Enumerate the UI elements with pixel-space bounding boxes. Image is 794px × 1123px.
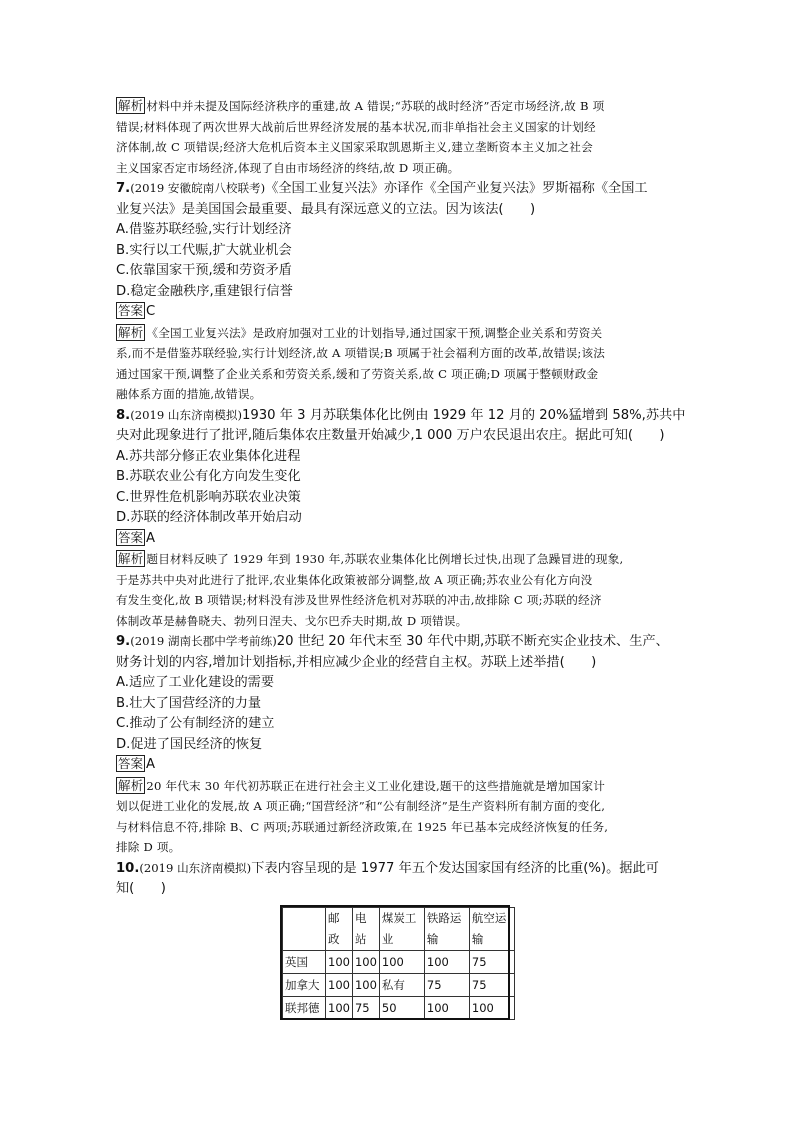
question-stem: 央对此现象进行了批评,随后集体农庄数量开始减少,1 000 万户农民退出农庄。据此可知( ) bbox=[116, 428, 665, 443]
table-header-cell: 铁路运 输 bbox=[424, 908, 469, 951]
table-cell: 75 bbox=[424, 974, 469, 997]
table-cell: 100 bbox=[352, 951, 379, 974]
table-cell: 100 bbox=[424, 997, 469, 1020]
question-stem: 7.(2019 安徽皖南八校联考)《全国工业复兴法》亦译作《全国产业复兴法》罗斯福称《全国工 bbox=[116, 181, 648, 196]
analysis-line: 解析 《全国工业复兴法》是政府加强对工业的计划指导,通过国家干预,调整企业关系和劳资关 bbox=[118, 324, 603, 340]
table-header-cell: 航空运 输 bbox=[469, 908, 514, 951]
answer-tag: 答案 bbox=[118, 529, 144, 545]
question-stem: 业复兴法》是美国国会最重要、最具有深远意义的立法。因为该法( ) bbox=[116, 201, 536, 217]
analysis-line: 错误;材料体现了两次世界大战前后世界经济发展的基本状况,而非单指社会主义国家的计划经 bbox=[116, 119, 596, 134]
table-header-row bbox=[283, 908, 515, 951]
option-a: A.适应了工业化建设的需要 bbox=[116, 675, 275, 690]
question-stem: 8.(2019 山东济南模拟)1930 年 3 月苏联集体化比例由 1929 年 12 月的 20%猛增到 58%,苏共中 bbox=[116, 407, 686, 423]
question-8 bbox=[116, 405, 686, 632]
analysis-line: 有发生变化,故 B 项错误;材料没有涉及世界性经济危机对苏联的冲击,故排除 C 项;苏联的经济 bbox=[116, 593, 602, 607]
option-a: A.苏共部分修正农业集体化进程 bbox=[116, 448, 301, 464]
option-d: D.稳定金融秩序,重建银行信誉 bbox=[116, 283, 293, 299]
table-header-cell: 煤炭工 业 bbox=[379, 908, 424, 951]
table-cell: 100 bbox=[326, 997, 353, 1020]
answer-tag: 答案 bbox=[118, 303, 144, 318]
question-source: (2019 安徽皖南八校联考) bbox=[130, 181, 266, 195]
answer-value: A bbox=[146, 530, 156, 546]
table-cell: 75 bbox=[469, 974, 514, 997]
state-economy-table bbox=[282, 907, 515, 1020]
table-row bbox=[283, 997, 515, 1020]
analysis-line: 与材料信息不符,排除 B、C 两项;苏联通过新经济政策,在 1925 年已基本完成经济恢复的任务, bbox=[116, 819, 609, 834]
option-c: C.世界性危机影响苏联农业决策 bbox=[116, 489, 301, 505]
table-cell: 联邦德 bbox=[283, 997, 326, 1020]
answer-line bbox=[116, 302, 686, 323]
analysis-line: 通过国家干预,调整了企业关系和劳资关系,缓和了劳资关系,故 C 项正确;D 项属于整顿财政金 bbox=[116, 366, 599, 381]
question-stem: 财务计划的内容,增加计划指标,并相应减少企业的经营自主权。苏联上述举措( ) bbox=[116, 654, 597, 670]
table-cell: 100 bbox=[379, 951, 424, 974]
analysis-line: 解析 材料中并未提及国际经济秩序的重建,故 A 错误;“苏联的战时经济”否定市场经济,故 B 项 bbox=[118, 98, 605, 113]
option-a: A.借鉴苏联经验,实行计划经济 bbox=[116, 222, 292, 237]
answer-tag: 答案 bbox=[118, 756, 144, 771]
table-cell: 加拿大 bbox=[283, 974, 326, 997]
question-source: (2019 山东济南模拟) bbox=[139, 860, 252, 875]
analysis-tag: 解析 bbox=[118, 777, 144, 793]
question-stem: 9.(2019 湖南长郡中学考前练)20 世纪 20 年代末至 30 年代中期,苏联不断充实企业技术、生产、 bbox=[116, 634, 669, 649]
analysis-tag: 解析 bbox=[118, 98, 144, 113]
option-c: C.依靠国家干预,缓和劳资矛盾 bbox=[116, 263, 292, 278]
table-row bbox=[283, 974, 515, 997]
answer-value: A bbox=[146, 757, 156, 772]
question-7 bbox=[116, 178, 686, 405]
table-cell: 75 bbox=[469, 951, 514, 974]
question-stem: 10.(2019 山东济南模拟)下表内容呈现的是 1977 年五个发达国家国有经济的比重(%)。据此可 bbox=[116, 860, 659, 876]
table-cell: 100 bbox=[424, 951, 469, 974]
analysis-line: 主义国家否定市场经济,体现了自由市场经济的终结,故 D 项正确。 bbox=[116, 160, 460, 175]
table-cell: 英国 bbox=[283, 951, 326, 974]
table-cell: 75 bbox=[352, 997, 379, 1020]
analysis-line: 体制改革是赫鲁晓夫、勃列日涅夫、戈尔巴乔夫时期,故 D 项错误。 bbox=[116, 613, 468, 628]
option-b: B.实行以工代赈,扩大就业机会 bbox=[116, 242, 292, 258]
analysis-line: 济体制,故 C 项错误;经济大危机后资本主义国家采取凯恩斯主义,建立垄断资本主义加之社会 bbox=[116, 140, 593, 154]
answer-line bbox=[116, 755, 686, 776]
table-cell: 100 bbox=[469, 997, 514, 1020]
question-10 bbox=[116, 858, 686, 900]
document-page bbox=[116, 96, 686, 900]
table-header-cell bbox=[283, 908, 326, 951]
analysis-line: 解析 20 年代末 30 年代初苏联正在进行社会主义工业化建设,题干的这些措施就是增加国家计 bbox=[118, 777, 606, 793]
analysis-line: 融体系方面的措施,故错误。 bbox=[116, 387, 262, 401]
option-d: D.苏联的经济体制改革开始启动 bbox=[116, 510, 302, 525]
option-d: D.促进了国民经济的恢复 bbox=[116, 736, 263, 752]
table-cell: 100 bbox=[326, 951, 353, 974]
analysis-line: 划以促进工业化的发展,故 A 项正确;“国营经济”和“公有制经济”是生产资料所有制方面的变化, bbox=[116, 799, 606, 813]
analysis-line: 解析 题目材料反映了 1929 年到 1930 年,苏联农业集体化比例增长过快,出现了急躁冒进的现象, bbox=[118, 551, 624, 566]
analysis-line: 于是苏共中央对此进行了批评,农业集体化政策被部分调整,故 A 项正确;苏农业公有化方向没 bbox=[116, 572, 593, 587]
analysis-line: 系,而不是借鉴苏联经验,实行计划经济,故 A 项错误;B 项属于社会福利方面的改革,故错误;该法 bbox=[116, 346, 606, 360]
option-b: B.苏联农业公有化方向发生变化 bbox=[116, 469, 301, 484]
table-header-cell: 邮 政 bbox=[326, 908, 353, 951]
analysis-line: 排除 D 项。 bbox=[116, 840, 181, 854]
table-cell: 100 bbox=[352, 974, 379, 997]
question-source: (2019 山东济南模拟) bbox=[130, 407, 242, 422]
question-stem: 知( ) bbox=[116, 881, 166, 896]
option-c: C.推动了公有制经济的建立 bbox=[116, 716, 275, 731]
table-cell: 100 bbox=[326, 974, 353, 997]
table-row bbox=[283, 951, 515, 974]
question-9 bbox=[116, 631, 686, 858]
answer-line bbox=[116, 529, 686, 550]
q6-analysis-block bbox=[116, 96, 686, 178]
table-header-cell: 电 站 bbox=[352, 908, 379, 951]
analysis-tag: 解析 bbox=[118, 551, 144, 566]
analysis-tag: 解析 bbox=[118, 324, 144, 340]
table-cell: 50 bbox=[379, 997, 424, 1020]
option-b: B.壮大了国营经济的力量 bbox=[116, 695, 262, 711]
question-source: (2019 湖南长郡中学考前练) bbox=[130, 634, 277, 648]
table-cell: 私有 bbox=[379, 974, 424, 997]
answer-value: C bbox=[146, 304, 156, 319]
